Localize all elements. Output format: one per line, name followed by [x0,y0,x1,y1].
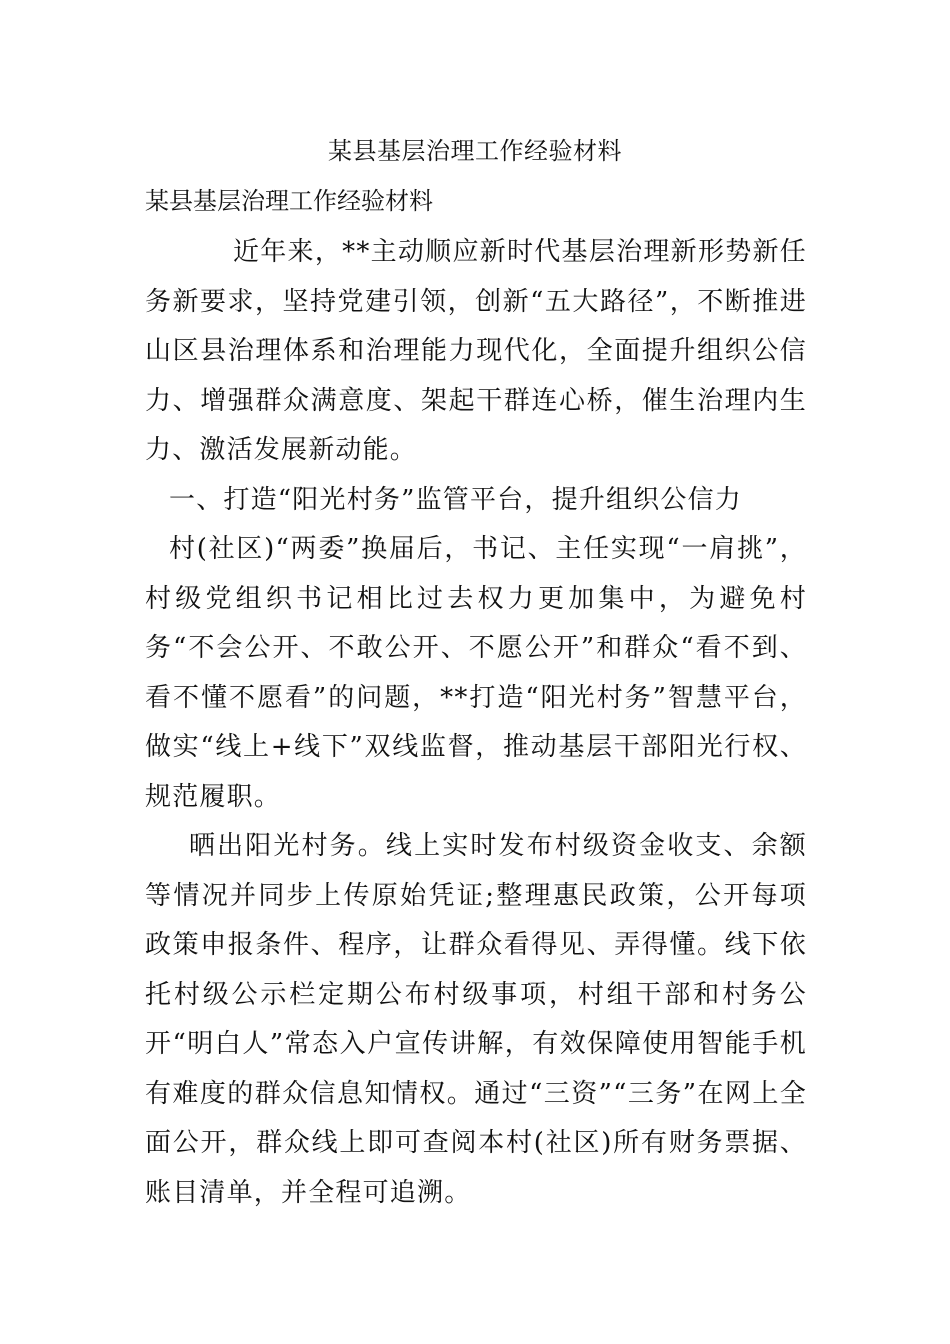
section-heading-1: 一、打造“阳光村务”监管平台，提升组织公信力 [169,484,742,515]
body-paragraph: 晒出阳光村务。线上实时发布村级资金收支、余额等情况并同步上传原始凭证;整理惠民政策，公开每项政策申报条件、程序，让群众看得见、弄得懂。线下依托村级公示栏定期公布村级事项，村组干部和村务公开“明白人”常态入户宣传讲解，有效保障使用智能手机有难度的群众信息知情权。通过“三资”“三务”在网上全面公开，群众线上即可查阅本村(社区)所有财务票据、账目清单，并全程可追溯。 [145,831,807,1208]
body-paragraph: 村(社区)“两委”换届后，书记、主任实现“一肩挑”，村级党组织书记相比过去权力更加集中，为避免村务“不会公开、不敢公开、不愿公开”和群众“看不到、看不懂不愿看”的问题，**打造“阳光村务”智慧平台，做实“线上+线下”双线监督，推动基层干部阳光行权、规范履职。 [145,534,807,812]
document-subtitle: 某县基层治理工作经验材料 [145,187,433,215]
intro-paragraph: 近年来，**主动顺应新时代基层治理新形势新任务新要求，坚持党建引领，创新“五大路径”，不断推进山区县治理体系和治理能力现代化，全面提升组织公信力、增强群众满意度、架起干群连心桥，催生治理内生力、激活发展新动能。 [145,237,807,465]
document-title: 某县基层治理工作经验材料 [328,137,622,165]
document-body [145,228,807,1218]
